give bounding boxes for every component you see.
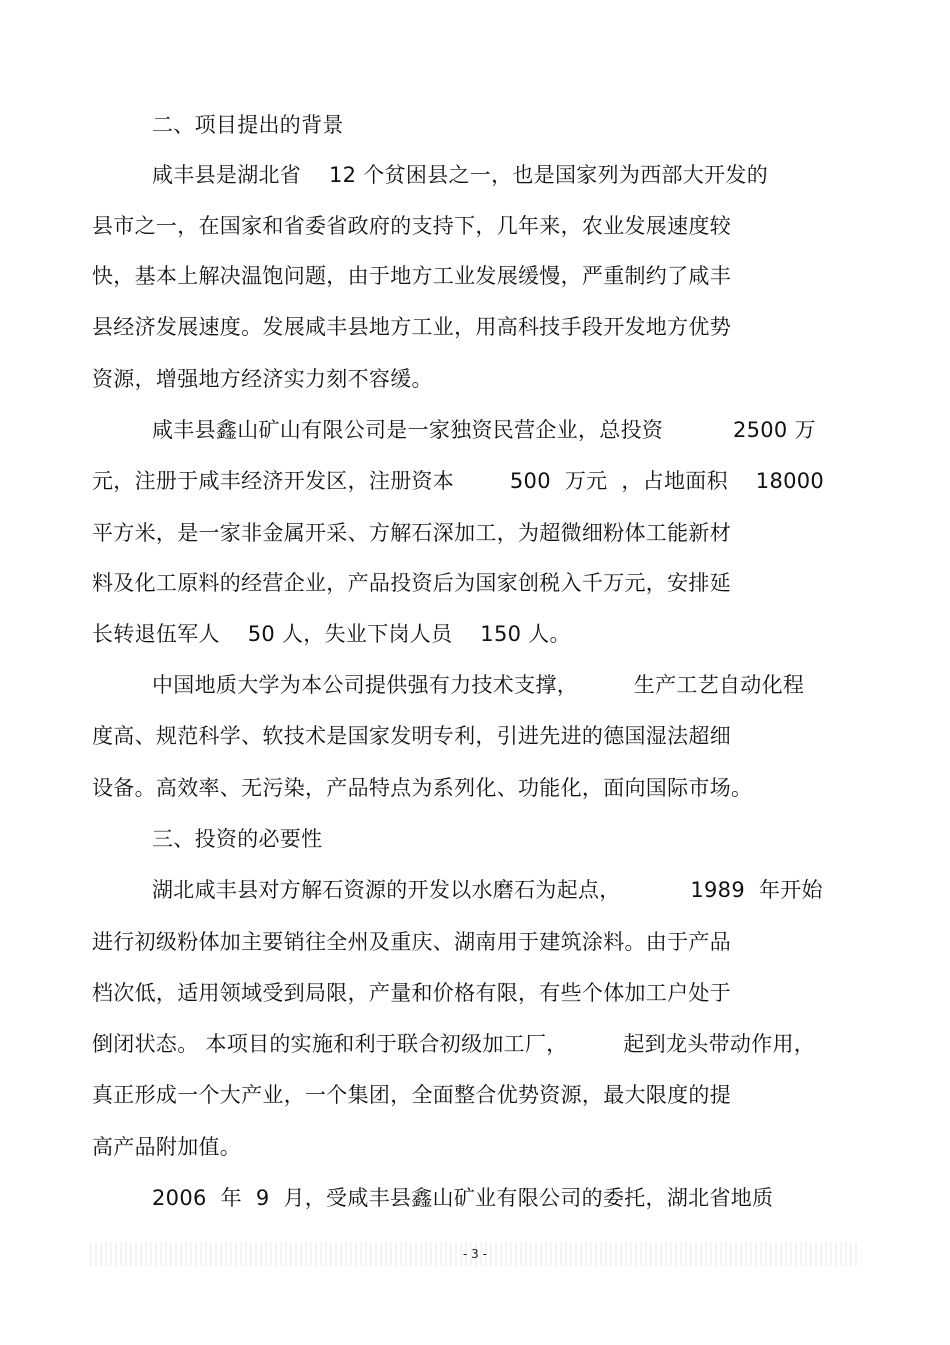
paragraph-line: 咸丰县鑫山矿山有限公司是一家独资民营企业，总投资 2500 万 [152, 418, 816, 442]
paragraph-line: 设备。高效率、无污染，产品特点为系列化、功能化，面向国际市场。 [92, 776, 753, 800]
paragraph-line: 元，注册于咸丰经济开发区，注册资本 500 万元 ，占地面积 18000 [92, 469, 825, 493]
paragraph-line: 进行初级粉体加主要销往全州及重庆、湖南用于建筑涂料。由于产品 [92, 930, 731, 954]
paragraph-line: 资源，增强地方经济实力刻不容缓。 [92, 367, 433, 391]
paragraph-line: 倒闭状态。 本项目的实施和利于联合初级加工厂， 起到龙头带动作用， [92, 1032, 816, 1056]
paragraph-line: 真正形成一个大产业，一个集团，全面整合优势资源，最大限度的提 [92, 1083, 731, 1107]
paragraph-line: 档次低，适用领域受到局限，产量和价格有限，有些个体加工户处于 [92, 981, 731, 1005]
paragraph-line: 快，基本上解决温饱问题，由于地方工业发展缓慢，严重制约了咸丰 [92, 264, 731, 288]
paragraph-line: 长转退伍军人 50 人，失业下岗人员 150 人。 [92, 622, 571, 646]
page-number: - 3 - [463, 1247, 487, 1261]
paragraph-line: 料及化工原料的经营企业，产品投资后为国家创税入千万元，安排延 [92, 571, 731, 595]
paragraph-line: 中国地质大学为本公司提供强有力技术支撑， 生产工艺自动化程 [152, 673, 805, 697]
section-heading-background: 二、项目提出的背景 [152, 113, 344, 137]
paragraph-line: 县经济发展速度。发展咸丰县地方工业，用高科技手段开发地方优势 [92, 315, 731, 339]
paragraph-line: 2006 年 9 月，受咸丰县鑫山矿业有限公司的委托，湖北省地质 [152, 1186, 774, 1210]
paragraph-line: 高产品附加值。 [92, 1135, 242, 1159]
section-heading-necessity: 三、投资的必要性 [152, 827, 323, 851]
paragraph-line: 县市之一，在国家和省委省政府的支持下，几年来，农业发展速度较 [92, 214, 731, 238]
paragraph-line: 度高、规范科学、软技术是国家发明专利，引进先进的德国湿法超细 [92, 724, 731, 748]
paragraph-line: 咸丰县是湖北省 12 个贫困县之一，也是国家列为西部大开发的 [152, 163, 768, 187]
paragraph-line: 湖北咸丰县对方解石资源的开发以水磨石为起点， 1989 年开始 [152, 878, 823, 902]
paragraph-line: 平方米，是一家非金属开采、方解石深加工，为超微细粉体工能新材 [92, 521, 731, 545]
